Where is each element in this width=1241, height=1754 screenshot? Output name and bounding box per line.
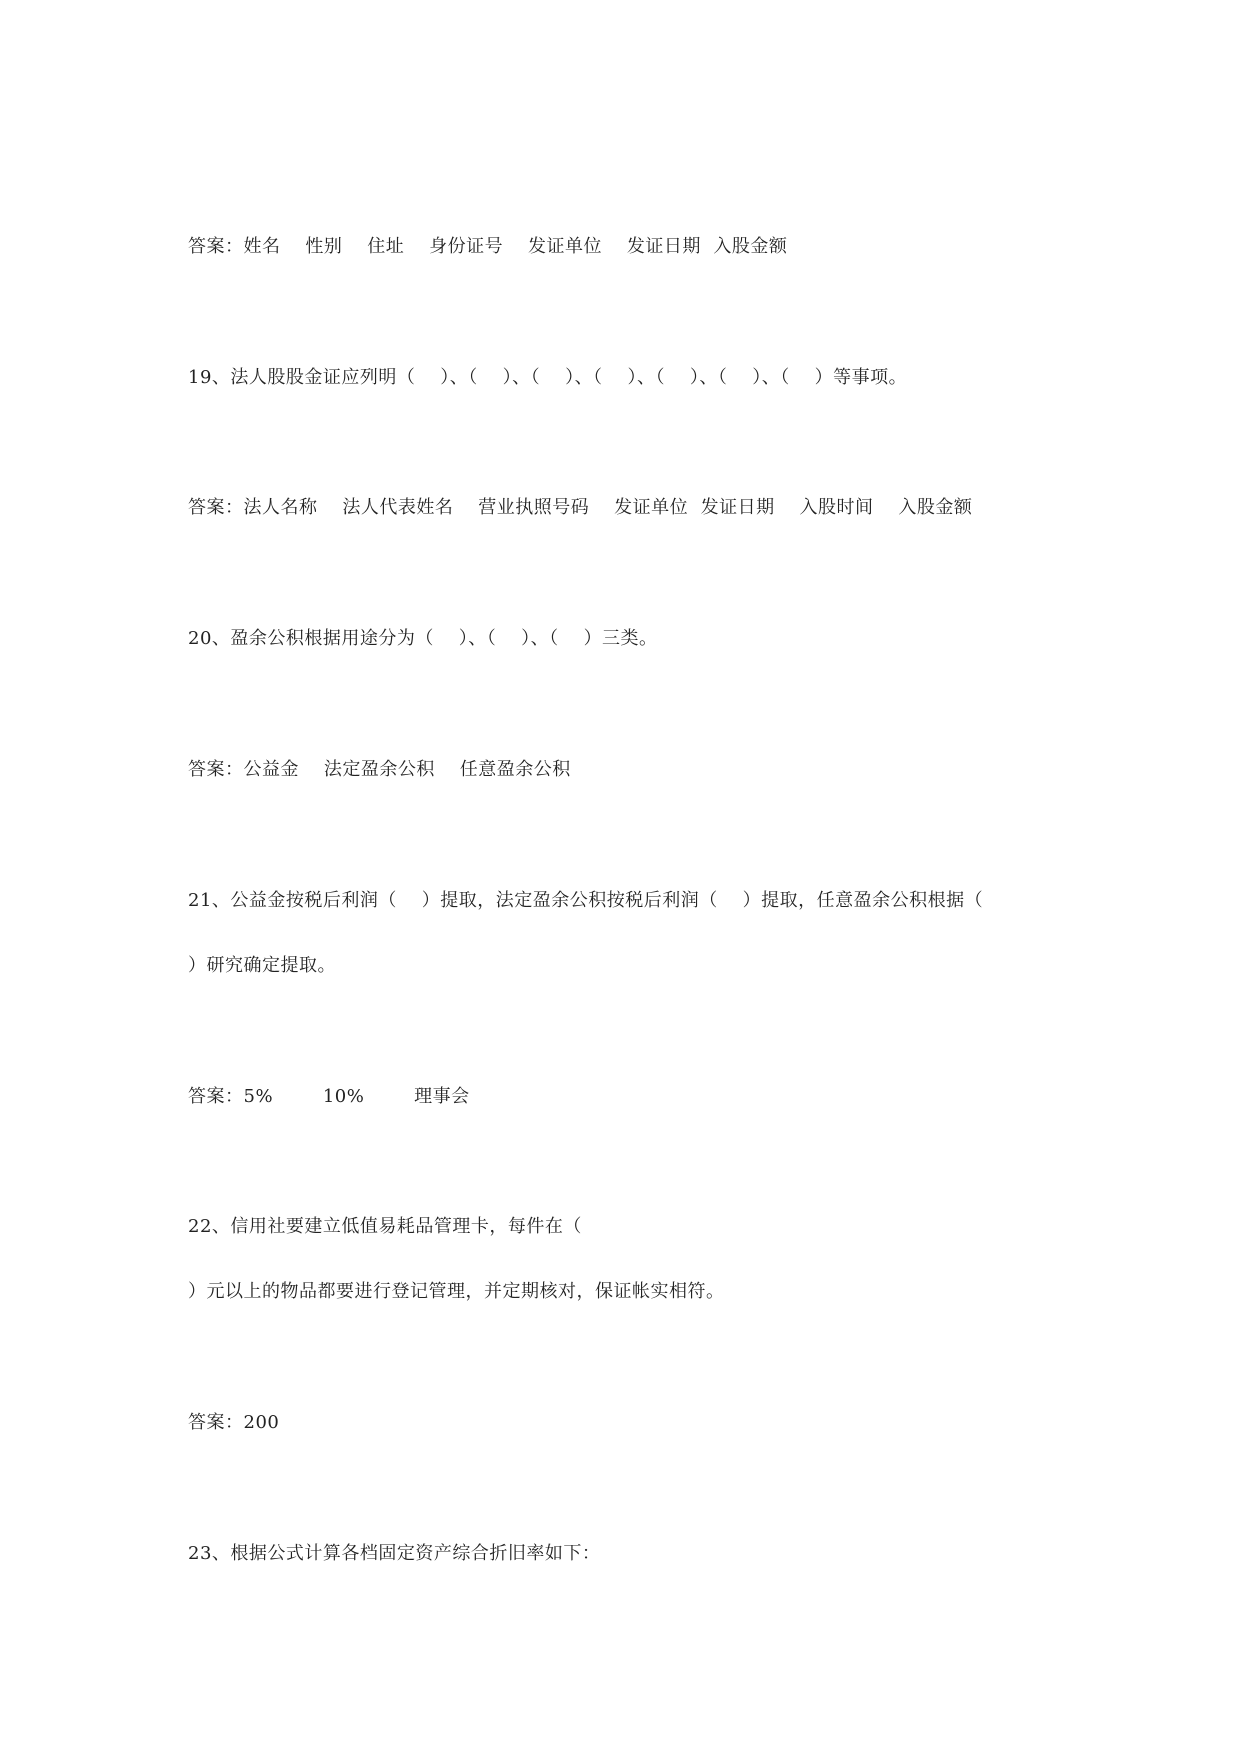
question-21-line-1: 21、公益金按税后利润（ ）提取，法定盈余公积按税后利润（ ）提取，任意盈余公积根据（ bbox=[188, 890, 984, 911]
answer-19: 答案：法人名称 法人代表姓名 营业执照号码 发证单位 发证日期 入股时间 入股金额 bbox=[188, 497, 973, 518]
answer-21: 答案：5% 10% 理事会 bbox=[188, 1086, 470, 1107]
answer-22: 答案：200 bbox=[188, 1412, 280, 1433]
question-20: 20、盈余公积根据用途分为（ ）、（ ）、（ ）三类。 bbox=[188, 628, 658, 649]
question-21-line-2: ）研究确定提取。 bbox=[188, 955, 336, 976]
answer-20: 答案：公益金 法定盈余公积 任意盈余公积 bbox=[188, 759, 571, 780]
question-22-line-1: 22、信用社要建立低值易耗品管理卡，每件在（ bbox=[188, 1216, 582, 1237]
question-23: 23、根据公式计算各档固定资产综合折旧率如下： bbox=[188, 1543, 601, 1564]
question-22-line-2: ）元以上的物品都要进行登记管理，并定期核对，保证帐实相符。 bbox=[188, 1281, 725, 1302]
answer-18: 答案：姓名 性别 住址 身份证号 发证单位 发证日期 入股金额 bbox=[188, 236, 788, 257]
question-19: 19、法人股股金证应列明（ ）、（ ）、（ ）、（ ）、（ ）、（ ）、（ ）等事项。 bbox=[188, 367, 908, 388]
